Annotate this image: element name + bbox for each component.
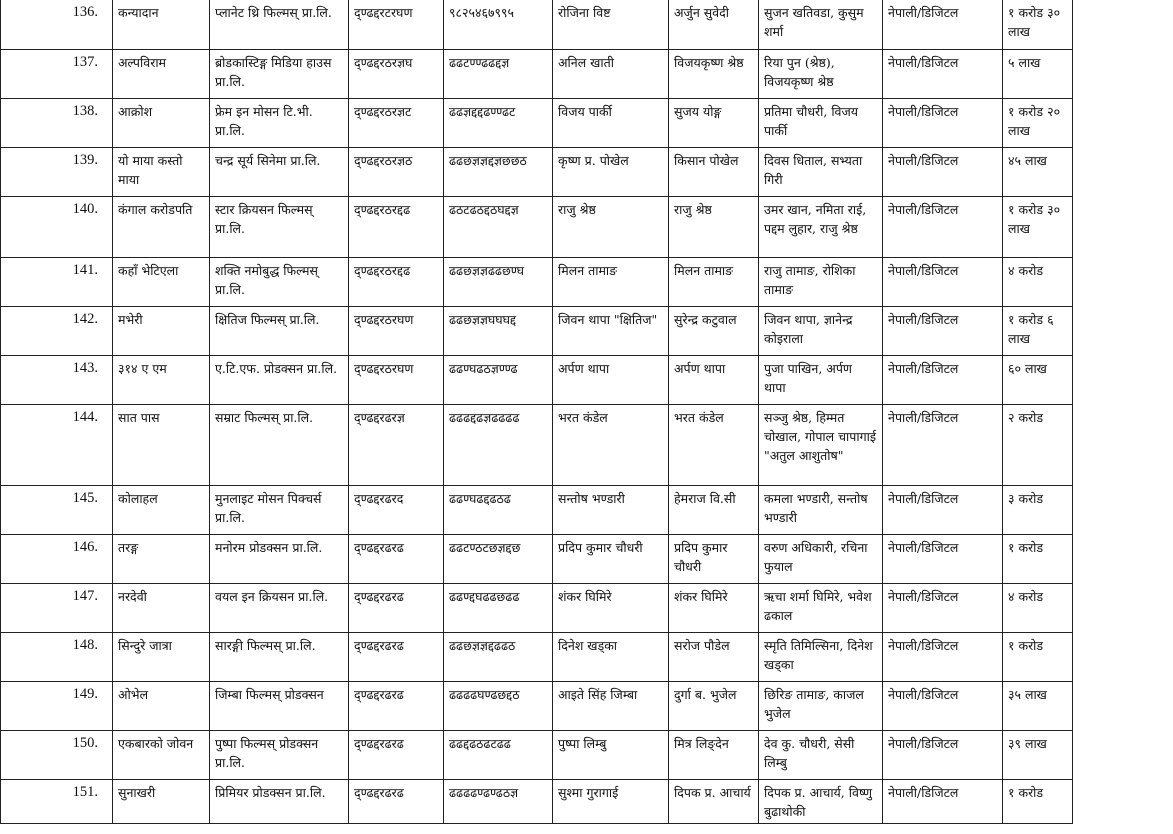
cell-reg: द्ण्ढद्दरढरद — [349, 485, 444, 534]
cell-budget: २ करोड — [1003, 404, 1073, 485]
table-row — [1, 257, 1073, 306]
table-row — [1, 583, 1073, 632]
cell-writer: दिपक प्र. आचार्य — [669, 779, 759, 823]
cell-budget: १ करोड — [1003, 632, 1073, 681]
cell-cast: उमर खान, नमिता राई, पद्दम लुहार, राजु श्रेष्ठ — [759, 196, 883, 257]
cell-title: एकबारको जोवन — [113, 730, 210, 779]
cell-writer: अर्जुन सुवेदी — [669, 0, 759, 49]
cell-writer: प्रदिप कुमार चौधरी — [669, 534, 759, 583]
cell-writer: सरोज पौडेल — [669, 632, 759, 681]
cell-no: 141. — [1, 257, 113, 306]
table-row — [1, 681, 1073, 730]
cell-writer: सुजय योङ्ग — [669, 98, 759, 147]
cell-writer: मित्र लिङ्देन — [669, 730, 759, 779]
cell-producer: स्टार क्रियसन फिल्मस् प्रा.लि. — [210, 196, 349, 257]
table-row — [1, 632, 1073, 681]
cell-reg: द्ण्ढद्दरठरज्ञट — [349, 98, 444, 147]
cell-director: रोजिना विष्ट — [553, 0, 669, 49]
cell-budget: ३ करोड — [1003, 485, 1073, 534]
cell-budget: ३५ लाख — [1003, 681, 1073, 730]
cell-phone: ढढछज्ञज्ञद्दढढठ — [444, 632, 553, 681]
cell-title: सात पास — [113, 404, 210, 485]
cell-lang: नेपाली/डिजिटल — [883, 355, 1003, 404]
cell-cast: छिरिङ तामाङ, काजल भुजेल — [759, 681, 883, 730]
cell-reg: द्ण्ढद्दरढरढ — [349, 681, 444, 730]
cell-budget: ४ करोड — [1003, 257, 1073, 306]
cell-no: 140. — [1, 196, 113, 257]
cell-cast: सुजन खतिवडा, कुसुम शर्मा — [759, 0, 883, 49]
cell-title: सिन्दुरे जात्रा — [113, 632, 210, 681]
cell-cast: वरुण अधिकारी, रचिना फुयाल — [759, 534, 883, 583]
cell-title: कन्यादान — [113, 0, 210, 49]
cell-title: आक्रोश — [113, 98, 210, 147]
cell-title: कंगाल करोडपति — [113, 196, 210, 257]
cell-lang: नेपाली/डिजिटल — [883, 404, 1003, 485]
cell-reg: द्ण्ढद्दरढरढ — [349, 534, 444, 583]
cell-producer: ब्रोडकास्टिङ्ग मिडिया हाउस प्रा.लि. — [210, 49, 349, 98]
cell-reg: द्ण्ढद्दरठरघण — [349, 306, 444, 355]
cell-lang: नेपाली/डिजिटल — [883, 306, 1003, 355]
cell-director: भरत कंडेल — [553, 404, 669, 485]
cell-reg: द्ण्ढद्दरठरज्ञठ — [349, 147, 444, 196]
cell-cast: दिवस धिताल, सभ्यता गिरी — [759, 147, 883, 196]
cell-cast: रिया पुन (श्रेष्ठ), विजयकृष्ण श्रेष्ठ — [759, 49, 883, 98]
cell-lang: नेपाली/डिजिटल — [883, 98, 1003, 147]
cell-cast: प्रतिमा चौधरी, विजय पार्की — [759, 98, 883, 147]
cell-budget: १ करोड ३० लाख — [1003, 0, 1073, 49]
cell-title: ओभेल — [113, 681, 210, 730]
cell-writer: दुर्गा ब. भुजेल — [669, 681, 759, 730]
cell-title: कोलाहल — [113, 485, 210, 534]
cell-phone: ढढद्दढठढटढढ — [444, 730, 553, 779]
table-row — [1, 779, 1073, 823]
cell-reg: द्ण्ढद्दरठरज्ञघ — [349, 49, 444, 98]
cell-reg: द्ण्ढद्दरढरढ — [349, 583, 444, 632]
cell-lang: नेपाली/डिजिटल — [883, 147, 1003, 196]
cell-no: 137. — [1, 49, 113, 98]
cell-cast: राजु तामाङ, रोशिका तामाङ — [759, 257, 883, 306]
cell-phone: ढढछज्ञज्ञघघघद्द — [444, 306, 553, 355]
cell-producer: पुष्पा फिल्मस् प्रोडक्सन प्रा.लि. — [210, 730, 349, 779]
cell-reg: द्ण्ढद्दरढरढ — [349, 779, 444, 823]
cell-no: 136. — [1, 0, 113, 49]
cell-budget: १ करोड — [1003, 534, 1073, 583]
cell-cast: पुजा पाखिन, अर्पण थापा — [759, 355, 883, 404]
cell-title: सुनाखरी — [113, 779, 210, 823]
cell-producer: क्षितिज फिल्मस् प्रा.लि. — [210, 306, 349, 355]
cell-cast: देव कु. चौधरी, सेसी लिम्बु — [759, 730, 883, 779]
cell-title: यो माया कस्तो माया — [113, 147, 210, 196]
cell-budget: १ करोड — [1003, 779, 1073, 823]
cell-title: ३१४ ए एम — [113, 355, 210, 404]
cell-reg: द्ण्ढद्दरठरघण — [349, 355, 444, 404]
cell-no: 150. — [1, 730, 113, 779]
cell-director: कृष्ण प्र. पोखेल — [553, 147, 669, 196]
cell-producer: प्लानेट थ्रि फिल्मस् प्रा.लि. — [210, 0, 349, 49]
cell-writer: सुरेन्द्र कटुवाल — [669, 306, 759, 355]
cell-no: 142. — [1, 306, 113, 355]
cell-director: पुष्पा लिम्बु — [553, 730, 669, 779]
cell-phone: ९८२५४६७९९५ — [444, 0, 553, 49]
cell-lang: नेपाली/डिजिटल — [883, 583, 1003, 632]
cell-cast: कमला भण्डारी, सन्तोष भण्डारी — [759, 485, 883, 534]
cell-cast: जिवन थापा, ज्ञानेन्द्र कोइराला — [759, 306, 883, 355]
cell-no: 146. — [1, 534, 113, 583]
cell-reg: द्ण्ढद्दरठरद्दढ — [349, 196, 444, 257]
cell-lang: नेपाली/डिजिटल — [883, 632, 1003, 681]
cell-lang: नेपाली/डिजिटल — [883, 196, 1003, 257]
cell-budget: ५ लाख — [1003, 49, 1073, 98]
cell-budget: ६० लाख — [1003, 355, 1073, 404]
cell-phone: ढढण्घढद्दढठढ — [444, 485, 553, 534]
table-row — [1, 355, 1073, 404]
cell-writer: मिलन तामाङ — [669, 257, 759, 306]
cell-budget: ४ करोड — [1003, 583, 1073, 632]
cell-reg: द्ण्ढद्दरढरज्ञ — [349, 404, 444, 485]
cell-director: शंकर घिमिरे — [553, 583, 669, 632]
cell-producer: फ्रेम इन मोसन टि.भी. प्रा.लि. — [210, 98, 349, 147]
cell-producer: चन्द्र सूर्य सिनेमा प्रा.लि. — [210, 147, 349, 196]
cell-director: सुश्मा गुरागाई — [553, 779, 669, 823]
cell-cast: स्मृति तिमिल्सिना, दिनेश खड्का — [759, 632, 883, 681]
table-row — [1, 730, 1073, 779]
cell-no: 147. — [1, 583, 113, 632]
cell-lang: नेपाली/डिजिटल — [883, 0, 1003, 49]
cell-cast: सञ्जु श्रेष्ठ, हिम्मत चोखाल, गोपाल चापागाई "अतुल आशुतोष" — [759, 404, 883, 485]
cell-title: नरदेवी — [113, 583, 210, 632]
table-row — [1, 404, 1073, 485]
cell-phone: ढढछज्ञज्ञढढछण्घ — [444, 257, 553, 306]
cell-no: 144. — [1, 404, 113, 485]
cell-title: मभेरी — [113, 306, 210, 355]
cell-phone: ढढढढण्ढण्ढठज्ञ — [444, 779, 553, 823]
cell-writer: राजु श्रेष्ठ — [669, 196, 759, 257]
cell-phone: ढढण्द्दघढढछढढ — [444, 583, 553, 632]
table-row — [1, 306, 1073, 355]
cell-budget: १ करोड ३० लाख — [1003, 196, 1073, 257]
table-row — [1, 534, 1073, 583]
cell-no: 149. — [1, 681, 113, 730]
cell-producer: मुनलाइट मोसन पिक्चर्स प्रा.लि. — [210, 485, 349, 534]
cell-phone: ढढढद्दढज्ञढढढढ — [444, 404, 553, 485]
table-row — [1, 485, 1073, 534]
cell-lang: नेपाली/डिजिटल — [883, 485, 1003, 534]
cell-cast: ऋचा शर्मा घिमिरे, भवेश ढकाल — [759, 583, 883, 632]
cell-no: 151. — [1, 779, 113, 823]
cell-director: जिवन थापा "क्षितिज" — [553, 306, 669, 355]
cell-cast: दिपक प्र. आचार्य, विष्णु बुढाथोकी — [759, 779, 883, 823]
cell-budget: १ करोड ६ लाख — [1003, 306, 1073, 355]
cell-phone: ढढढढघण्ढछद्दठ — [444, 681, 553, 730]
table-row — [1, 147, 1073, 196]
cell-director: अनिल खाती — [553, 49, 669, 98]
table-row — [1, 49, 1073, 98]
cell-director: विजय पार्की — [553, 98, 669, 147]
cell-lang: नेपाली/डिजिटल — [883, 257, 1003, 306]
cell-producer: सारङ्गी फिल्मस् प्रा.लि. — [210, 632, 349, 681]
cell-no: 145. — [1, 485, 113, 534]
cell-phone: ढढटण्ण्ढढद्दज्ञ — [444, 49, 553, 98]
cell-phone: ढढछज्ञज्ञद्दज्ञछछठ — [444, 147, 553, 196]
cell-reg: द्ण्ढद्दरढरढ — [349, 730, 444, 779]
cell-lang: नेपाली/डिजिटल — [883, 534, 1003, 583]
cell-director: सन्तोष भण्डारी — [553, 485, 669, 534]
table-row — [1, 196, 1073, 257]
cell-writer: शंकर घिमिरे — [669, 583, 759, 632]
cell-no: 148. — [1, 632, 113, 681]
cell-title: तरङ्ग — [113, 534, 210, 583]
cell-director: दिनेश खड्का — [553, 632, 669, 681]
table-row — [1, 0, 1073, 49]
cell-director: प्रदिप कुमार चौधरी — [553, 534, 669, 583]
cell-producer: वयल इन क्रियसन प्रा.लि. — [210, 583, 349, 632]
cell-phone: ढढटण्ठटछज्ञद्दछ — [444, 534, 553, 583]
cell-no: 139. — [1, 147, 113, 196]
cell-no: 143. — [1, 355, 113, 404]
cell-director: मिलन तामाङ — [553, 257, 669, 306]
cell-phone: ढठटढठद्दठघद्दज्ञ — [444, 196, 553, 257]
cell-no: 138. — [1, 98, 113, 147]
cell-director: आइते सिंह जिम्बा — [553, 681, 669, 730]
cell-producer: प्रिमियर प्रोडक्सन प्रा.लि. — [210, 779, 349, 823]
cell-budget: ३९ लाख — [1003, 730, 1073, 779]
cell-writer: भरत कंडेल — [669, 404, 759, 485]
cell-producer: मनोरम प्रोडक्सन प्रा.लि. — [210, 534, 349, 583]
cell-director: अर्पण थापा — [553, 355, 669, 404]
cell-lang: नेपाली/डिजिटल — [883, 681, 1003, 730]
cell-writer: किसान पोखेल — [669, 147, 759, 196]
cell-reg: द्ण्ढद्दरटरघण — [349, 0, 444, 49]
cell-lang: नेपाली/डिजिटल — [883, 730, 1003, 779]
table-row — [1, 98, 1073, 147]
cell-phone: ढढण्घढठज्ञण्ण्ढ — [444, 355, 553, 404]
cell-reg: द्ण्ढद्दरढरढ — [349, 632, 444, 681]
cell-director: राजु श्रेष्ठ — [553, 196, 669, 257]
cell-writer: अर्पण थापा — [669, 355, 759, 404]
cell-lang: नेपाली/डिजिटल — [883, 779, 1003, 823]
cell-producer: जिम्बा फिल्मस् प्रोडक्सन — [210, 681, 349, 730]
cell-phone: ढढज्ञद्दद्दढण्ण्ढट — [444, 98, 553, 147]
cell-title: कहाँ भेटिएला — [113, 257, 210, 306]
cell-title: अल्पविराम — [113, 49, 210, 98]
cell-budget: ४५ लाख — [1003, 147, 1073, 196]
cell-lang: नेपाली/डिजिटल — [883, 49, 1003, 98]
cell-reg: द्ण्ढद्दरठरद्दढ — [349, 257, 444, 306]
cell-writer: हेमराज वि.सी — [669, 485, 759, 534]
cell-producer: ए.टि.एफ. प्रोडक्सन प्रा.लि. — [210, 355, 349, 404]
cell-budget: १ करोड २० लाख — [1003, 98, 1073, 147]
cell-writer: विजयकृष्ण श्रेष्ठ — [669, 49, 759, 98]
cell-producer: सम्राट फिल्मस् प्रा.लि. — [210, 404, 349, 485]
cell-producer: शक्ति नमोबुद्ध फिल्मस् प्रा.लि. — [210, 257, 349, 306]
